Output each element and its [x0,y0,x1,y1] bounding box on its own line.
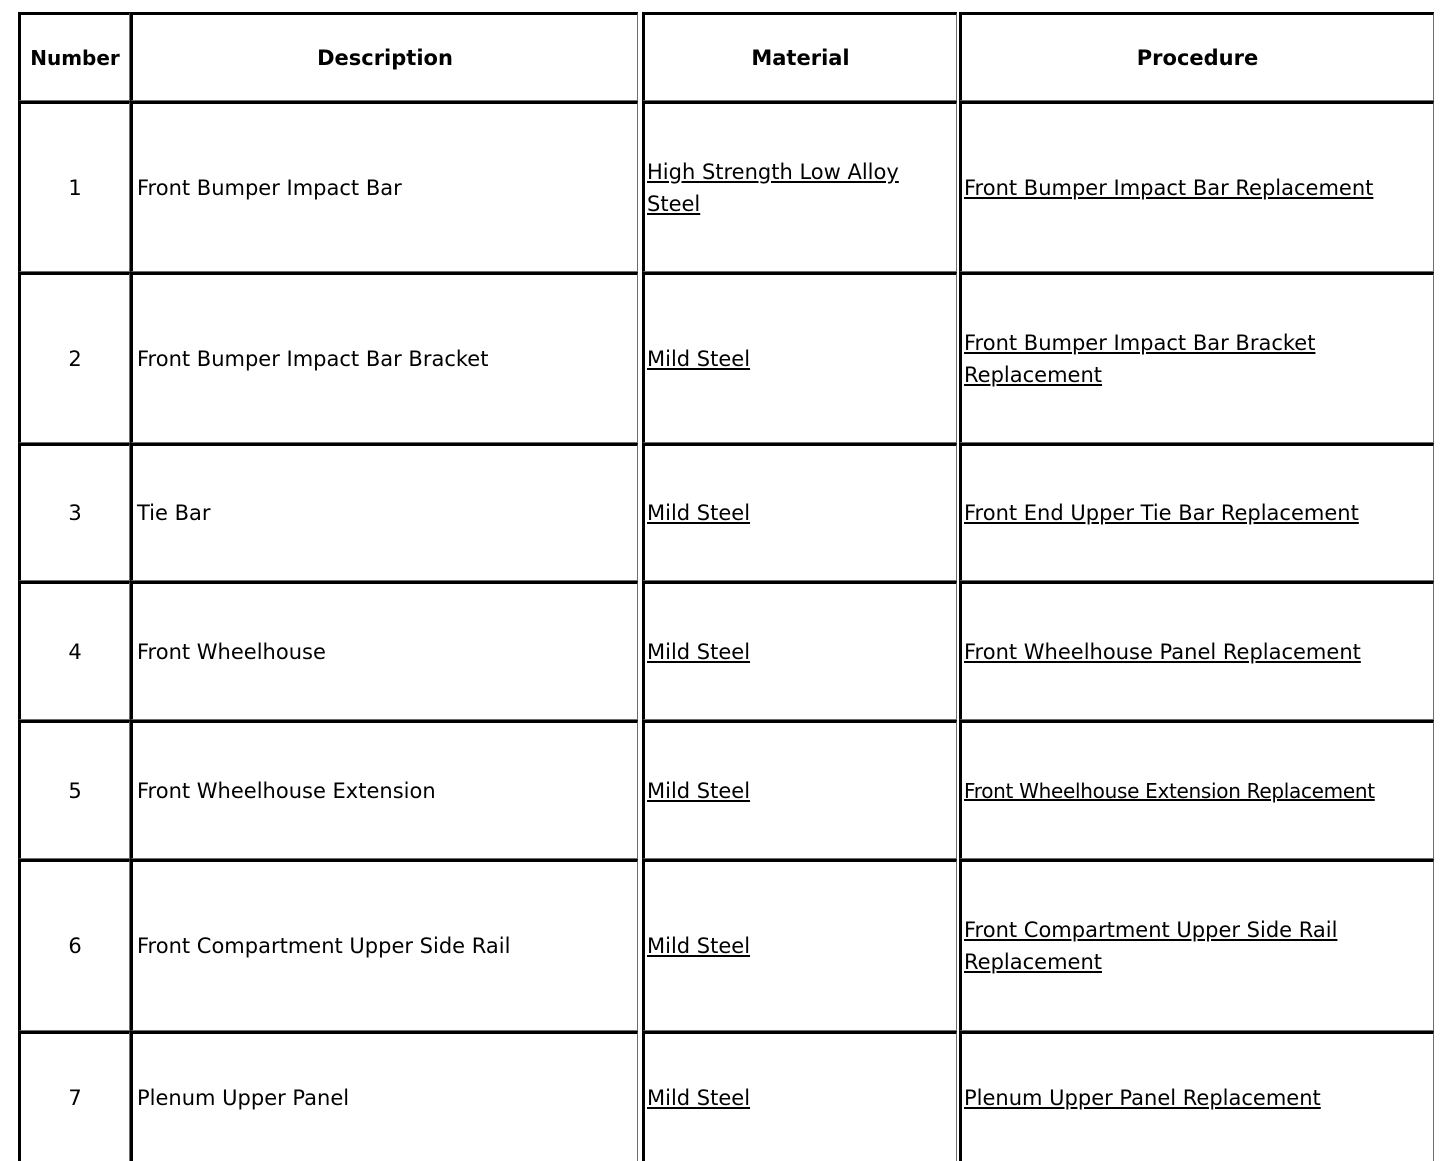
procedure-link[interactable]: Plenum Upper Panel Replacement [964,1085,1321,1110]
parts-table [18,12,1438,1161]
row-material [642,859,957,1031]
description-text: Front Wheelhouse Extension [137,778,436,803]
table-row [18,272,1438,443]
row-number: 2 [18,272,130,443]
row-material [642,720,957,859]
header-procedure: Procedure [959,12,1434,101]
row-material [642,581,957,720]
row-procedure [959,859,1434,1031]
header-number: Number [18,12,130,101]
material-link[interactable]: Mild Steel [647,639,751,664]
row-number: 3 [18,443,130,581]
material-link[interactable]: Mild Steel [647,778,751,803]
table-row [18,581,1438,720]
row-description [130,101,638,272]
row-description [130,720,638,859]
table-row [18,720,1438,859]
row-material [642,272,957,443]
material-link[interactable]: Mild Steel [647,1085,751,1110]
material-link[interactable]: Mild Steel [647,934,751,958]
description-text: Front Bumper Impact Bar [137,175,402,200]
row-number: 4 [18,581,130,720]
procedure-link[interactable]: Front End Upper Tie Bar Replacement [964,501,1359,525]
row-number: 6 [18,859,130,1031]
description-text: Tie Bar [137,501,211,525]
header-material: Material [642,12,957,101]
row-material [642,101,957,272]
procedure-link[interactable]: Front Wheelhouse Extension Replacement [964,778,1375,803]
row-description [130,581,638,720]
table-row [18,101,1438,272]
procedure-link[interactable]: Front Bumper Impact Bar Bracket Replacement [964,330,1316,387]
row-number: 7 [18,1031,130,1161]
table-row [18,859,1438,1031]
material-link[interactable]: Mild Steel [647,346,751,371]
row-procedure [959,581,1434,720]
procedure-link[interactable]: Front Bumper Impact Bar Replacement [964,175,1374,200]
procedure-link[interactable]: Front Wheelhouse Panel Replacement [964,639,1361,664]
row-number: 1 [18,101,130,272]
row-procedure [959,443,1434,581]
row-procedure [959,272,1434,443]
table-header-row [18,12,1438,101]
row-number: 5 [18,720,130,859]
row-procedure [959,101,1434,272]
row-description [130,272,638,443]
description-text: Front Compartment Upper Side Rail [137,934,511,958]
row-description [130,443,638,581]
description-text: Front Bumper Impact Bar Bracket [137,346,489,371]
material-link[interactable]: Mild Steel [647,501,751,525]
table-row [18,443,1438,581]
description-text: Plenum Upper Panel [137,1085,350,1110]
row-procedure [959,720,1434,859]
header-description: Description [130,12,638,101]
row-material [642,443,957,581]
material-link[interactable]: High Strength Low Alloy Steel [647,159,899,216]
procedure-link[interactable]: Front Compartment Upper Side Rail Replacement [964,918,1338,974]
row-description [130,859,638,1031]
description-text: Front Wheelhouse [137,639,326,664]
